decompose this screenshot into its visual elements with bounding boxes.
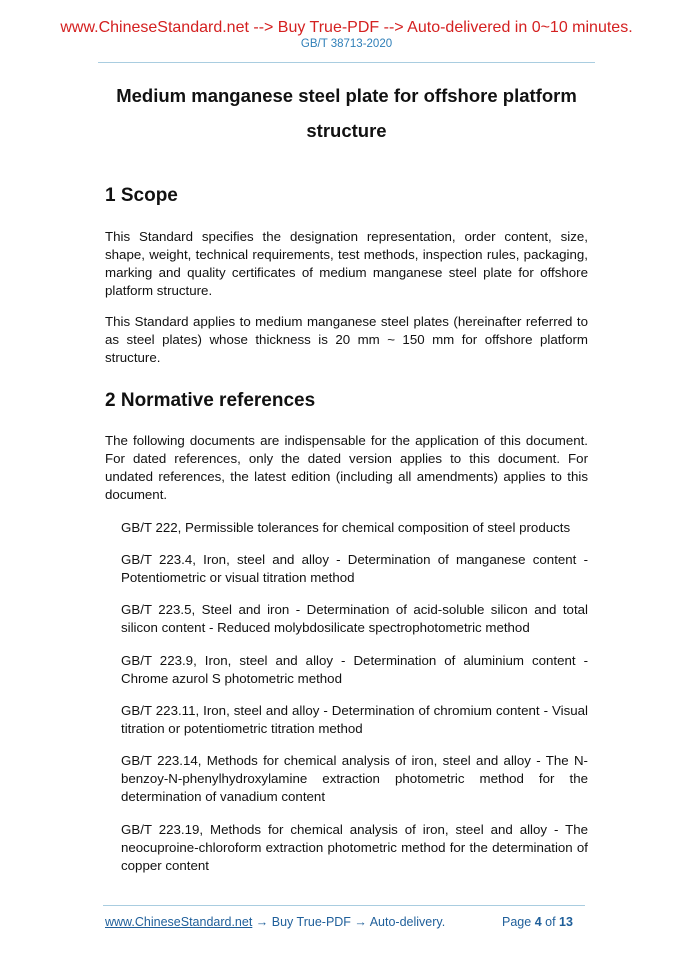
footer-divider — [103, 905, 585, 906]
section-heading-normative-references: 2 Normative references — [105, 390, 316, 411]
standard-number: GB/T 38713-2020 — [300, 38, 393, 50]
page-current: 4 — [534, 915, 542, 929]
reference-item: GB/T 222, Permissible tolerances for chemical composition of steel products — [121, 520, 571, 535]
reference-item: GB/T 223.11, Iron, steel and alloy - Determination of chromium content - Visual titration or potentiometric titration method — [121, 703, 588, 736]
page-indicator: Page 4 of 13 — [502, 915, 573, 929]
reference-item: GB/T 223.19, Methods for chemical analysis of iron, steel and alloy - The neocuproine-chloroform extraction photometric method for the determination of copper content — [121, 822, 588, 873]
paragraph: This Standard applies to medium manganese steel plates (hereinafter referred to as steel plates) whose thickness is 20 mm ~ 150 mm for offshore platform structure. — [105, 314, 588, 365]
footer-site-link[interactable]: www.ChineseStandard.net — [105, 915, 253, 929]
document-title-line2: structure — [306, 120, 387, 141]
paragraph: This Standard specifies the designation representation, order content, size, shape, weight, technical requirements, test methods, inspection rules, packaging, marking and quality certificates of medium manganese steel plate for offshore platform structure. — [105, 229, 588, 298]
reference-item: GB/T 223.4, Iron, steel and alloy - Determination of manganese content - Potentiometric or visual titration method — [121, 552, 588, 585]
paragraph: The following documents are indispensable for the application of this document. For dated references, only the dated version applies to this document. For undated references, the latest edition (including all amendments) applies to this document. — [105, 433, 588, 502]
page-total: 13 — [559, 915, 573, 929]
reference-item: GB/T 223.14, Methods for chemical analysis of iron, steel and alloy - The N-benzoy-N-phenylhydroxylamine extraction photometric method for the determination of vanadium content — [121, 753, 588, 804]
section-heading-scope: 1 Scope — [105, 185, 178, 206]
reference-item: GB/T 223.9, Iron, steel and alloy - Determination of aluminium content - Chrome azurol S photometric method — [121, 653, 588, 686]
document-title-line1: Medium manganese steel plate for offshore platform — [116, 85, 577, 106]
promo-banner: www.ChineseStandard.net --> Buy True-PDF --> Auto-delivered in 0~10 minutes. — [60, 19, 633, 36]
header-divider — [98, 62, 595, 63]
reference-item: GB/T 223.5, Steel and iron - Determination of acid-soluble silicon and total silicon content - Reduced molybdosilicate spectrophotometric method — [121, 602, 588, 635]
footer-tagline: → Buy True-PDF → Auto-delivery. — [252, 915, 446, 929]
footer-promo — [105, 915, 445, 929]
